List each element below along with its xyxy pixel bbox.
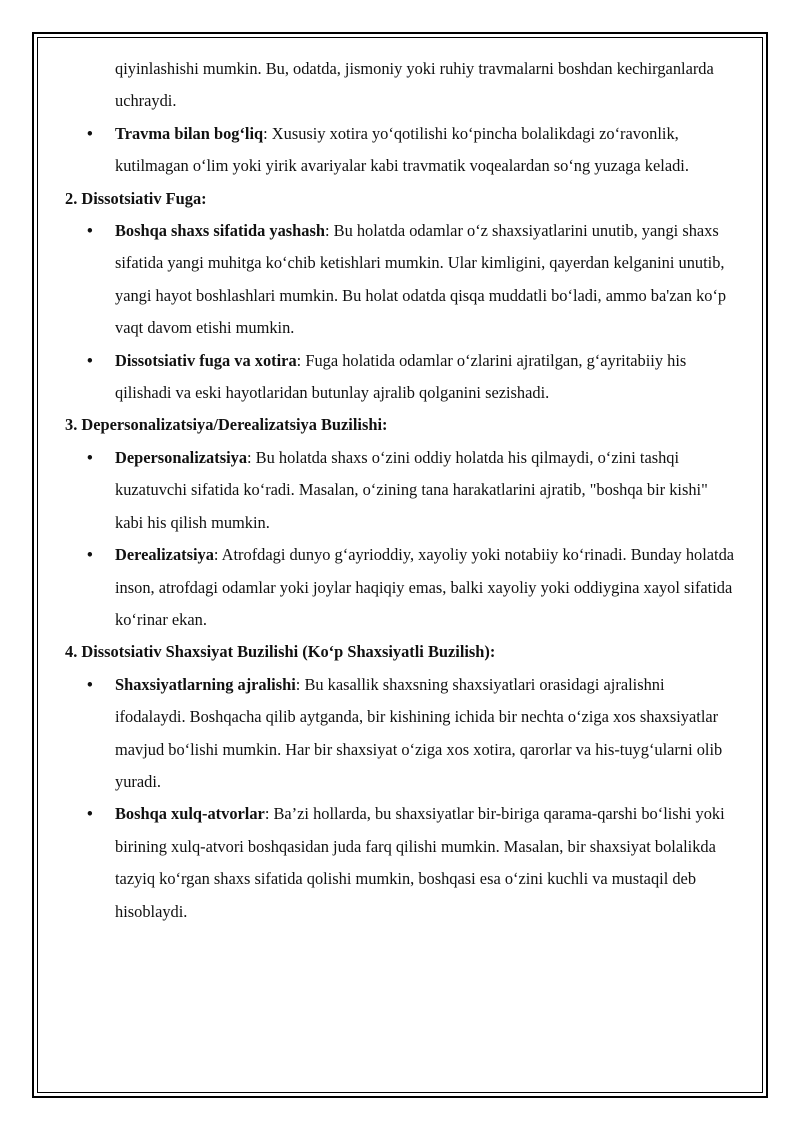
bullet-icon: •	[87, 221, 93, 241]
bullet-text: : Fuga holatida odamlar o‘zlarini ajratilgan, g‘ayritabiiy his qilishadi va eski hayotlaridan butunlay ajralib qolganini sezishadi.	[115, 350, 687, 403]
bullet-text: : Bu holatda odamlar o‘z shaxsiyatlarini unutib, yangi shaxs sifatida yangi muhitga ko‘chib ketishlari mumkin. Ular kimligini, qayerdan kelganini unutib, yangi hayot boshlashlari mumkin. Bu holat odatda qisqa muddatli bo‘ladi, ammo ba'zan ko‘p vaqt davom etishi mumkin.	[115, 221, 727, 338]
bullet-text: : Xususiy xotira yo‘qotilishi ko‘pincha bolalikdagi zo‘ravonlik, kutilmagan o‘lim yoki yirik avariyalar kabi travmatik voqealardan so‘ng yuzaga keladi.	[115, 123, 689, 176]
bullet-term: Boshqa xulq-atvorlar	[115, 804, 265, 824]
bullet-list-4	[65, 669, 735, 928]
list-item	[65, 118, 735, 183]
bullet-text: : Bu kasallik shaxsning shaxsiyatlari orasidagi ajralishni ifodalaydi. Boshqacha qilib aytganda, bir kishining ichida bir nechta o‘ziga xos shaxsiyatlar mavjud bo‘lishi mumkin. Har bir shaxsiyat o‘ziga xos xotira, qarorlar va his-tuyg‘ularni olib yuradi.	[115, 674, 723, 791]
bullet-icon: •	[87, 804, 93, 824]
bullet-icon: •	[87, 350, 93, 370]
bullet-list-2	[65, 215, 735, 409]
bullet-term: Dissotsiativ fuga va xotira	[115, 350, 297, 370]
bullet-term: Travma bilan bog‘liq	[115, 123, 264, 143]
section-heading-4: 4. Dissotsiativ Shaxsiyat Buzilishi (Ko‘p Shaxsiyatli Buzilish):	[65, 642, 496, 662]
bullet-icon: •	[87, 123, 93, 143]
continuation-paragraph: qiyinlashishi mumkin. Bu, odatda, jismoniy yoki ruhiy travmalarni boshdan kechirganlarda uchraydi.	[115, 59, 714, 111]
bullet-text: : Ba’zi hollarda, bu shaxsiyatlar bir-biriga qarama-qarshi bo‘lishi yoki birining xulq-atvori boshqasidan juda farq qilishi mumkin. Masalan, bir shaxsiyat bolalikda tazyiq ko‘rgan shaxs sifatida qolishi mumkin, boshqasi esa o‘zini kuchli va mustaqil deb hisoblaydi.	[115, 804, 725, 921]
list-item	[65, 345, 735, 410]
bullet-term: Shaxsiyatlarning ajralishi	[115, 674, 296, 694]
list-item	[65, 539, 735, 636]
bullet-icon: •	[87, 447, 93, 467]
bullet-text: : Atrofdagi dunyo g‘ayrioddiy, xayoliy yoki notabiiy ko‘rinadi. Bunday holatda inson, atrofdagi odamlar yoki joylar haqiqiy emas, balki xayoliy yoki oddiygina xayol sifatida ko‘rinar ekan.	[115, 545, 735, 629]
bullet-term: Derealizatsiya	[115, 545, 214, 565]
list-item	[65, 215, 735, 345]
document-body	[65, 53, 735, 928]
list-item	[65, 669, 735, 799]
bullet-list-1	[65, 118, 735, 183]
section-heading-2: 2. Dissotsiativ Fuga:	[65, 188, 207, 208]
bullet-text: : Bu holatda shaxs o‘zini oddiy holatda his qilmaydi, o‘zini tashqi kuzatuvchi sifatida ko‘radi. Masalan, o‘zining tana harakatlarini ajratib, "boshqa bir kishi" kabi his qilish mumkin.	[115, 447, 708, 532]
bullet-list-3	[65, 442, 735, 636]
list-item	[65, 442, 735, 539]
bullet-icon: •	[87, 674, 93, 694]
section-heading-3: 3. Depersonalizatsiya/Derealizatsiya Buzilishi:	[65, 415, 388, 435]
list-item	[65, 798, 735, 928]
bullet-term: Boshqa shaxs sifatida yashash	[115, 221, 325, 241]
bullet-term: Depersonalizatsiya	[115, 447, 248, 467]
bullet-icon: •	[87, 545, 93, 565]
